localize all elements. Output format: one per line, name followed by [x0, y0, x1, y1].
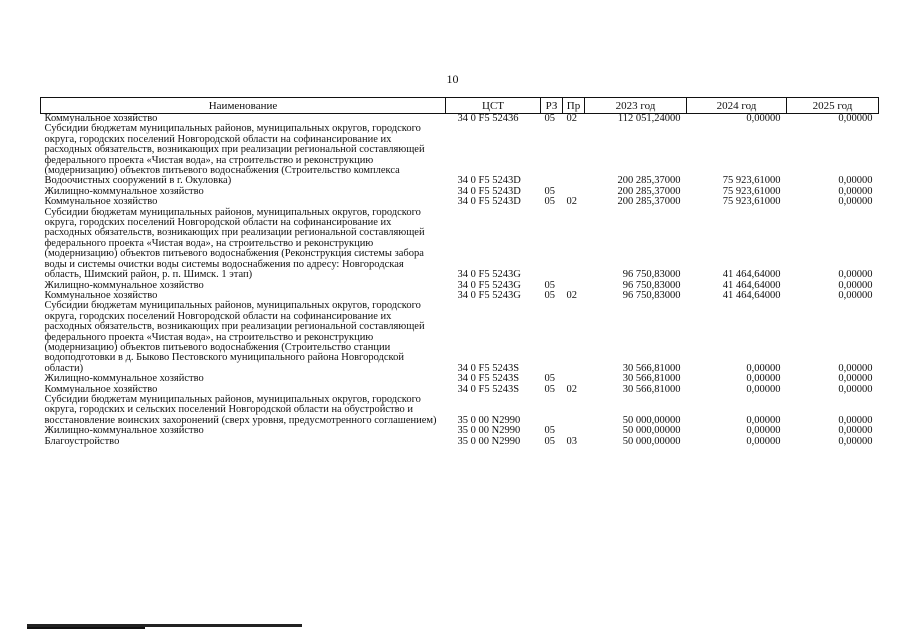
cell-pr: 02 — [566, 196, 577, 208]
cell-2023: 200 285,37000 — [617, 175, 681, 187]
cell-2023: 200 285,37000 — [617, 185, 681, 197]
cell-cst: 35 0 00 N2990 — [457, 414, 521, 426]
cell-name: Субсидии бюджетам муниципальных районов, муниципальных округов, городского округа, городских поселений Новгородской области на софинансирование их расходных обязательств, возникающих при реализации региональной составляющей федерального проекта «Чистая вода», на строительство и реконструкцию (модернизацию) объектов питьевого водоснабжения (Строительство станции водоподготовки в д. Быково Пестовского муниципального района Новгородской области) — [44, 300, 425, 374]
cell-name: Коммунальное хозяйство — [44, 196, 158, 208]
budget-table — [40, 97, 879, 447]
cell-name: Субсидии бюджетам муниципальных районов, муниципальных округов, городского округа, городских и сельских поселений Новгородской области на обустройство и восстановление воинских захоронений (сверх уровня, предусмотренного соглашением) — [44, 393, 437, 426]
cell-2025: 0,00000 — [838, 362, 873, 374]
table-row — [41, 374, 879, 384]
header-2024: 2024 год — [687, 98, 787, 114]
table-row — [41, 395, 879, 426]
cell-2025: 0,00000 — [838, 373, 873, 385]
cell-pr — [563, 124, 585, 186]
cell-2023: 96 750,83000 — [622, 279, 681, 291]
cell-name: Субсидии бюджетам муниципальных районов, муниципальных округов, городского округа, городских поселений Новгородской области на софинансирование их расходных обязательств, возникающих при реализации региональной составляющей федерального проекта «Чистая вода», на строительство и реконструкцию (модернизацию) объектов питьевого водоснабжения (Реконструкция системы забора воды и системы очистки воды системы водоснабжения по адресу: Новгородская область, Шимский район, р. п. Шимск. 1 этап) — [44, 206, 425, 281]
cell-2024: 75 923,61000 — [722, 175, 781, 187]
cell-2024: 0,00000 — [746, 425, 781, 437]
cell-rz: 05 — [544, 383, 555, 395]
table-row — [41, 124, 879, 186]
header-2025: 2025 год — [787, 98, 879, 114]
header-cst: ЦСТ — [446, 98, 541, 114]
cell-2025: 0,00000 — [838, 269, 873, 281]
cell-2024: 41 464,64000 — [722, 279, 781, 291]
cell-pr — [563, 374, 585, 384]
cell-rz — [541, 301, 563, 374]
cell-2024: 41 464,64000 — [722, 269, 781, 281]
cell-rz: 05 — [544, 289, 555, 301]
cell-name: Благоустройство — [44, 435, 120, 447]
cell-2023: 30 566,81000 — [622, 362, 681, 374]
cell-2024: 0,00000 — [746, 435, 781, 447]
cell-name: Жилищно-коммунальное хозяйство — [44, 425, 204, 437]
cell-2023: 50 000,00000 — [622, 435, 681, 447]
cell-pr: 03 — [566, 435, 577, 447]
cell-2024: 0,00000 — [746, 414, 781, 426]
cell-rz — [541, 124, 563, 186]
cell-cst: 34 0 F5 5243G — [457, 269, 521, 281]
cell-2023: 200 285,37000 — [617, 196, 681, 208]
cell-rz: 05 — [544, 185, 555, 197]
cell-2024: 0,00000 — [746, 113, 781, 124]
cell-2024: 75 923,61000 — [722, 196, 781, 208]
table-row — [41, 437, 879, 447]
cell-name: Жилищно-коммунальное хозяйство — [44, 185, 204, 197]
cell-rz: 05 — [544, 113, 555, 124]
cell-pr — [563, 301, 585, 374]
table-body — [41, 114, 879, 448]
cell-2023: 30 566,81000 — [622, 383, 681, 395]
header-name: Наименование — [41, 98, 446, 114]
table-row — [41, 208, 879, 281]
cell-2023: 50 000,00000 — [622, 425, 681, 437]
cell-2025: 0,00000 — [838, 435, 873, 447]
cell-cst: 34 0 F5 52436 — [457, 113, 519, 124]
cell-rz — [541, 208, 563, 281]
header-2023: 2023 год — [585, 98, 687, 114]
page-number: 10 — [446, 72, 459, 86]
cell-cst: 34 0 F5 5243S — [457, 383, 520, 395]
cell-name: Коммунальное хозяйство — [44, 113, 158, 124]
cell-2024: 41 464,64000 — [722, 289, 781, 301]
cell-cst: 34 0 F5 5243S — [457, 373, 520, 385]
cell-2023: 112 051,24000 — [617, 113, 681, 124]
cell-pr — [563, 208, 585, 281]
cell-2023: 50 000,00000 — [622, 414, 681, 426]
cell-rz: 05 — [544, 373, 555, 385]
cell-2025: 0,00000 — [838, 383, 873, 395]
cell-rz: 05 — [544, 196, 555, 208]
cell-cst: 35 0 00 N2990 — [457, 435, 521, 447]
cell-2024: 0,00000 — [746, 373, 781, 385]
cell-cst: 34 0 F5 5243S — [457, 362, 520, 374]
cell-rz: 05 — [544, 279, 555, 291]
cell-rz — [541, 395, 563, 426]
cell-2025: 0,00000 — [838, 185, 873, 197]
cell-pr: 02 — [566, 383, 577, 395]
cell-name: Коммунальное хозяйство — [44, 383, 158, 395]
cell-cst: 34 0 F5 5243G — [457, 289, 521, 301]
cell-2024: 0,00000 — [746, 362, 781, 374]
cell-cst: 34 0 F5 5243G — [457, 279, 521, 291]
cell-name: Коммунальное хозяйство — [44, 289, 158, 301]
cell-2024: 75 923,61000 — [722, 185, 781, 197]
cell-name: Субсидии бюджетам муниципальных районов, муниципальных округов, городского округа, городских поселений Новгородской области на софинансирование их расходных обязательств, возникающих при реализации региональной составляющей федерального проекта «Чистая вода», на строительство и реконструкцию (модернизацию) объектов питьевого водоснабжения (Строительство комплекса Водоочистных сооружений в г. Окуловка) — [44, 123, 425, 187]
cell-2025: 0,00000 — [838, 425, 873, 437]
header-pr: Пр — [563, 98, 585, 114]
cell-rz: 05 — [544, 435, 555, 447]
cell-cst: 34 0 F5 5243D — [457, 196, 521, 208]
cell-2024: 0,00000 — [746, 383, 781, 395]
cell-cst: 35 0 00 N2990 — [457, 425, 521, 437]
cell-2025: 0,00000 — [838, 113, 873, 124]
cell-pr: 02 — [566, 113, 577, 124]
cell-2023: 96 750,83000 — [622, 289, 681, 301]
cell-2025: 0,00000 — [838, 289, 873, 301]
cell-cst: 34 0 F5 5243D — [457, 185, 521, 197]
cell-name: Жилищно-коммунальное хозяйство — [44, 279, 204, 291]
table-header — [41, 98, 879, 114]
cell-pr: 02 — [566, 289, 577, 301]
cell-2025: 0,00000 — [838, 175, 873, 187]
footer-rule — [27, 624, 302, 627]
cell-cst: 34 0 F5 5243D — [457, 175, 521, 187]
cell-rz: 05 — [544, 425, 555, 437]
cell-2023: 30 566,81000 — [622, 373, 681, 385]
cell-name: Жилищно-коммунальное хозяйство — [44, 373, 204, 385]
cell-2025: 0,00000 — [838, 414, 873, 426]
table-row — [41, 301, 879, 374]
cell-2025: 0,00000 — [838, 196, 873, 208]
cell-pr — [563, 395, 585, 426]
header-rz: РЗ — [541, 98, 563, 114]
cell-2025: 0,00000 — [838, 279, 873, 291]
cell-2023: 96 750,83000 — [622, 269, 681, 281]
